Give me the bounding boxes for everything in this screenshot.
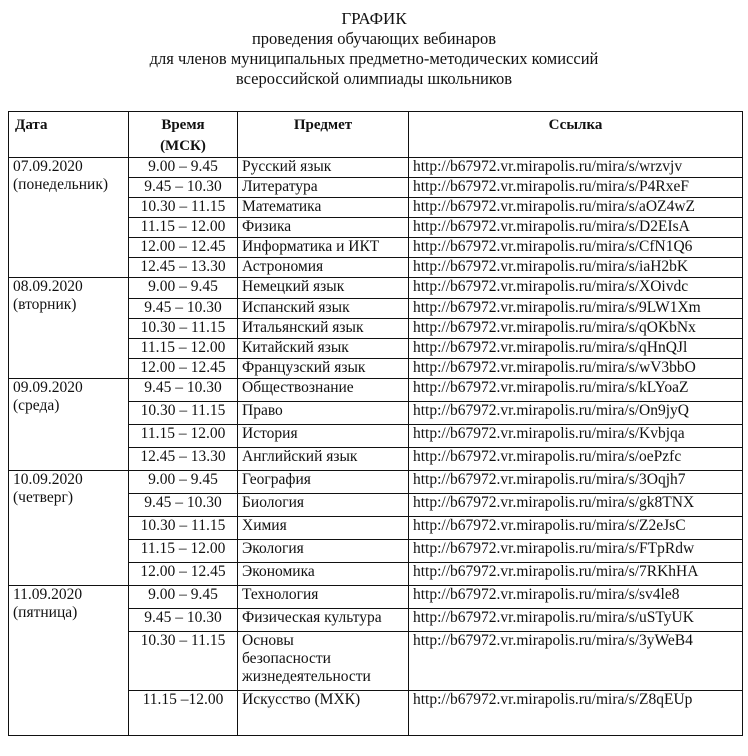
time-cell: 10.30 – 11.15	[129, 632, 238, 691]
subject-cell: Искусство (МХК)	[238, 691, 409, 736]
header-subject: Предмет	[238, 112, 409, 158]
webinar-link[interactable]: http://b67972.vr.mirapolis.ru/mira/s/aOZ4wZ	[413, 198, 695, 215]
subject-cell: Биология	[238, 494, 409, 517]
link-cell	[409, 691, 743, 736]
link-cell	[409, 402, 743, 425]
subject-cell: Итальянский язык	[238, 319, 409, 339]
table-row	[9, 158, 743, 178]
time-cell: 9.00 – 9.45	[129, 278, 238, 299]
table-row	[9, 379, 743, 402]
webinar-link[interactable]: http://b67972.vr.mirapolis.ru/mira/s/kLYoaZ	[413, 379, 689, 396]
webinar-link[interactable]: http://b67972.vr.mirapolis.ru/mira/s/Z2eJsC	[413, 517, 686, 534]
time-cell: 9.00 – 9.45	[129, 158, 238, 178]
link-cell	[409, 632, 743, 691]
header-time	[129, 112, 238, 158]
subject-cell: География	[238, 471, 409, 494]
subject-cell: Экология	[238, 540, 409, 563]
webinar-link[interactable]: http://b67972.vr.mirapolis.ru/mira/s/3yWeB4	[413, 632, 693, 649]
subject-cell: Математика	[238, 198, 409, 218]
link-cell	[409, 359, 743, 379]
webinar-link[interactable]: http://b67972.vr.mirapolis.ru/mira/s/7RKhHA	[413, 563, 699, 580]
webinar-link[interactable]: http://b67972.vr.mirapolis.ru/mira/s/sv4le8	[413, 586, 680, 603]
weekday-value: (четверг)	[13, 489, 73, 506]
time-cell: 10.30 – 11.15	[129, 319, 238, 339]
table-row	[9, 471, 743, 494]
link-cell	[409, 319, 743, 339]
time-cell: 12.45 – 13.30	[129, 258, 238, 278]
subject-cell: Английский язык	[238, 448, 409, 471]
time-cell: 10.30 – 11.15	[129, 198, 238, 218]
subject-cell: Испанский язык	[238, 299, 409, 319]
link-cell	[409, 609, 743, 632]
date-cell	[9, 278, 129, 379]
time-cell: 11.15 – 12.00	[129, 218, 238, 238]
link-cell	[409, 218, 743, 238]
table-header-row	[9, 112, 743, 158]
webinar-link[interactable]: http://b67972.vr.mirapolis.ru/mira/s/D2EIsA	[413, 218, 690, 235]
link-cell	[409, 517, 743, 540]
time-cell: 9.00 – 9.45	[129, 471, 238, 494]
link-cell	[409, 198, 743, 218]
date-value: 07.09.2020	[13, 158, 83, 175]
link-cell	[409, 540, 743, 563]
subject-cell: Китайский язык	[238, 339, 409, 359]
webinar-link[interactable]: http://b67972.vr.mirapolis.ru/mira/s/uSTyUK	[413, 609, 694, 626]
time-cell: 9.45 – 10.30	[129, 178, 238, 198]
webinar-link[interactable]: http://b67972.vr.mirapolis.ru/mira/s/gk8TNX	[413, 494, 695, 511]
document-title	[0, 9, 748, 89]
link-cell	[409, 425, 743, 448]
time-cell: 9.45 – 10.30	[129, 494, 238, 517]
subject-cell: Информатика и ИКТ	[238, 238, 409, 258]
header-link: Ссылка	[409, 112, 743, 158]
link-cell	[409, 379, 743, 402]
time-cell: 12.00 – 12.45	[129, 359, 238, 379]
time-cell: 9.00 – 9.45	[129, 586, 238, 609]
subject-line: безопасности	[242, 650, 331, 667]
date-cell	[9, 379, 129, 471]
date-cell	[9, 158, 129, 278]
time-cell: 9.45 – 10.30	[129, 609, 238, 632]
webinar-link[interactable]: http://b67972.vr.mirapolis.ru/mira/s/Z8qEUp	[413, 691, 693, 708]
title-subline-3: всероссийской олимпиады школьников	[235, 69, 513, 88]
subject-cell	[238, 632, 409, 691]
time-cell: 12.00 – 12.45	[129, 238, 238, 258]
webinar-link[interactable]: http://b67972.vr.mirapolis.ru/mira/s/CfN1Q6	[413, 238, 693, 255]
time-cell: 11.15 –12.00	[129, 691, 238, 736]
webinar-link[interactable]: http://b67972.vr.mirapolis.ru/mira/s/qOKbNx	[413, 319, 696, 336]
subject-cell: Литература	[238, 178, 409, 198]
link-cell	[409, 238, 743, 258]
title-subline-2: для членов муниципальных предметно-методических комиссий	[149, 49, 599, 68]
header-time-line1: Время	[161, 117, 205, 133]
link-cell	[409, 258, 743, 278]
link-cell	[409, 586, 743, 609]
webinar-link[interactable]: http://b67972.vr.mirapolis.ru/mira/s/wrzvjv	[413, 158, 683, 175]
time-cell: 9.45 – 10.30	[129, 299, 238, 319]
time-cell: 11.15 – 12.00	[129, 339, 238, 359]
table-row	[9, 586, 743, 609]
link-cell	[409, 178, 743, 198]
webinar-link[interactable]: http://b67972.vr.mirapolis.ru/mira/s/Kvbjqa	[413, 425, 685, 442]
link-cell	[409, 299, 743, 319]
weekday-value: (среда)	[13, 397, 60, 414]
subject-line: жизнедеятельности	[242, 668, 371, 685]
weekday-value: (вторник)	[13, 296, 77, 313]
time-cell: 10.30 – 11.15	[129, 402, 238, 425]
subject-cell: Астрономия	[238, 258, 409, 278]
subject-cell: Физика	[238, 218, 409, 238]
subject-cell: Французский язык	[238, 359, 409, 379]
subject-line: Основы	[242, 632, 294, 649]
time-cell: 11.15 – 12.00	[129, 540, 238, 563]
subject-cell: История	[238, 425, 409, 448]
title-subline-1: проведения обучающих вебинаров	[251, 29, 497, 48]
subject-cell: Химия	[238, 517, 409, 540]
link-cell	[409, 339, 743, 359]
header-time-line2: (МСК)	[160, 138, 206, 154]
date-value: 10.09.2020	[13, 471, 83, 488]
time-cell: 10.30 – 11.15	[129, 517, 238, 540]
webinar-link[interactable]: http://b67972.vr.mirapolis.ru/mira/s/3Oqjh7	[413, 471, 686, 488]
subject-cell: Немецкий язык	[238, 278, 409, 299]
link-cell	[409, 471, 743, 494]
link-cell	[409, 563, 743, 586]
webinar-link[interactable]: http://b67972.vr.mirapolis.ru/mira/s/9LW1Xm	[413, 299, 701, 316]
subject-cell: Русский язык	[238, 158, 409, 178]
subject-cell: Технология	[238, 586, 409, 609]
link-cell	[409, 158, 743, 178]
time-cell: 11.15 – 12.00	[129, 425, 238, 448]
date-cell	[9, 471, 129, 586]
webinar-link[interactable]: http://b67972.vr.mirapolis.ru/mira/s/oePzfc	[413, 448, 682, 465]
webinar-link[interactable]: http://b67972.vr.mirapolis.ru/mira/s/XOivdc	[413, 278, 689, 295]
webinar-link[interactable]: http://b67972.vr.mirapolis.ru/mira/s/P4RxeF	[413, 178, 689, 195]
weekday-value: (пятница)	[13, 604, 78, 621]
time-cell: 12.45 – 13.30	[129, 448, 238, 471]
time-cell: 9.45 – 10.30	[129, 379, 238, 402]
webinar-link[interactable]: http://b67972.vr.mirapolis.ru/mira/s/wV3bbO	[413, 359, 696, 376]
header-date: Дата	[9, 112, 129, 158]
webinar-link[interactable]: http://b67972.vr.mirapolis.ru/mira/s/FTpRdw	[413, 540, 695, 557]
subject-cell: Экономика	[238, 563, 409, 586]
title-heading: ГРАФИК	[341, 9, 407, 28]
date-value: 11.09.2020	[13, 586, 83, 603]
date-value: 09.09.2020	[13, 379, 83, 396]
weekday-value: (понедельник)	[13, 176, 109, 193]
link-cell	[409, 278, 743, 299]
webinar-link[interactable]: http://b67972.vr.mirapolis.ru/mira/s/qHnQJl	[413, 339, 688, 356]
link-cell	[409, 448, 743, 471]
time-cell: 12.00 – 12.45	[129, 563, 238, 586]
table-row	[9, 278, 743, 299]
subject-cell: Физическая культура	[238, 609, 409, 632]
webinar-schedule-table	[8, 111, 743, 736]
webinar-link[interactable]: http://b67972.vr.mirapolis.ru/mira/s/iaH2bK	[413, 258, 689, 275]
date-value: 08.09.2020	[13, 278, 83, 295]
link-cell	[409, 494, 743, 517]
subject-cell: Обществознание	[238, 379, 409, 402]
subject-cell: Право	[238, 402, 409, 425]
webinar-link[interactable]: http://b67972.vr.mirapolis.ru/mira/s/On9jyQ	[413, 402, 689, 419]
date-cell	[9, 586, 129, 736]
